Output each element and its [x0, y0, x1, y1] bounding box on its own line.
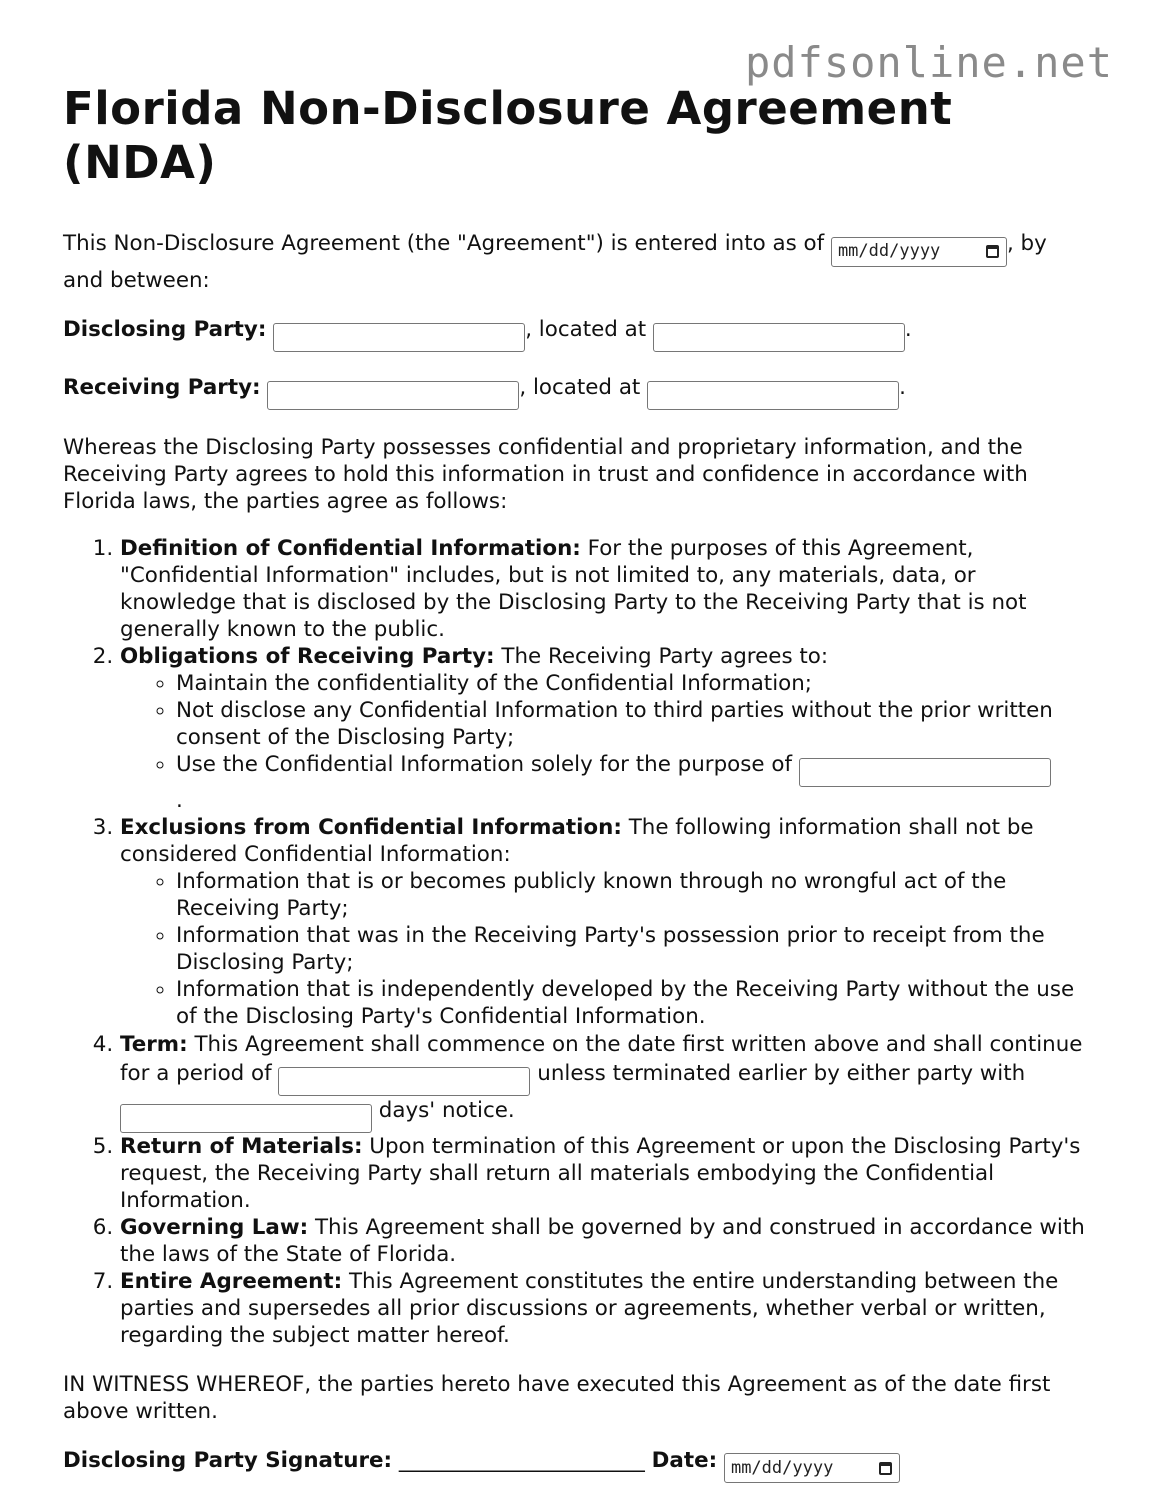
list-item-term [120, 1030, 1093, 1133]
receiving-party-line [63, 374, 1093, 410]
section-title: Return of Materials: [120, 1133, 363, 1159]
calendar-icon[interactable] [879, 1462, 892, 1475]
disclosing-party-label: Disclosing Party: [63, 316, 267, 342]
list-item-governing-law [120, 1214, 1093, 1268]
exclusions-sublist [120, 868, 1093, 1030]
list-item: ◦ Not disclose any Confidential Information to third parties without the prior written consent of the Disclosing Party; [176, 697, 1093, 751]
section-text: days' notice. [372, 1097, 515, 1123]
date-placeholder: mm/dd/yyyy [730, 1457, 834, 1478]
period: . [899, 374, 906, 400]
document [63, 82, 1093, 1483]
terms-list [63, 535, 1093, 1349]
intro-paragraph [63, 230, 1093, 294]
witness-paragraph: IN WITNESS WHEREOF, the parties hereto have executed this Agreement as of the date first above written. [63, 1371, 1051, 1424]
term-period-input[interactable] [278, 1067, 530, 1096]
document-title: Florida Non-Disclosure Agreement (NDA) [63, 82, 953, 189]
period: . [176, 787, 183, 813]
intro-text: This Non-Disclosure Agreement (the "Agreement") is entered into as of [63, 231, 831, 256]
section-title: Term: [120, 1031, 188, 1057]
section-title: Exclusions from Confidential Information: [120, 814, 622, 840]
list-item-exclusions [120, 814, 1093, 1030]
obligations-sublist [120, 670, 1093, 814]
section-title: Entire Agreement: [120, 1268, 343, 1294]
agreement-date-input[interactable] [831, 237, 1007, 267]
section-text: The Receiving Party agrees to: [494, 643, 829, 669]
located-at-text: , located at [519, 374, 648, 400]
list-item: ◦ Information that is independently developed by the Receiving Party without the use of the Disclosing Party's Confidential Information. [176, 976, 1093, 1030]
list-item-definition [120, 535, 1093, 643]
notice-days-input[interactable] [120, 1104, 372, 1133]
located-at-text: , located at [525, 316, 653, 342]
disclosing-party-address-input[interactable] [653, 323, 905, 352]
section-text: This Agreement shall be governed by and construed in accordance with the laws of the State of Florida. [120, 1214, 1085, 1267]
signature-date-input[interactable] [724, 1453, 900, 1483]
receiving-party-label: Receiving Party: [63, 374, 261, 400]
disclosing-party-line [63, 316, 1093, 352]
list-item: ◦ Maintain the confidentiality of the Confidential Information; [176, 670, 1093, 697]
list-item: ◦ Information that is or becomes publicly known through no wrongful act of the Receiving Party; [176, 868, 1093, 922]
section-text: This Agreement constitutes the entire understanding between the parties and supersedes all prior discussions or agreements, whether verbal or written, regarding the subject matter hereof. [120, 1268, 1059, 1348]
disclosing-party-name-input[interactable] [273, 323, 525, 352]
receiving-party-address-input[interactable] [647, 381, 899, 410]
signature-blank[interactable]: _______________________ [392, 1447, 652, 1473]
date-placeholder: mm/dd/yyyy [837, 241, 941, 261]
section-title: Definition of Confidential Information: [120, 535, 581, 561]
section-text: Upon termination of this Agreement or upon the Disclosing Party's request, the Receiving Party shall return all materials embodying the Confidential Information. [120, 1133, 1081, 1213]
signature-label: Disclosing Party Signature: [63, 1447, 393, 1473]
receiving-party-name-input[interactable] [267, 381, 519, 410]
period: . [904, 316, 912, 342]
purpose-text: Use the Confidential Information solely for the purpose of [176, 751, 799, 777]
section-text: unless terminated earlier by either party with [530, 1060, 1026, 1086]
section-text: The following information shall not be considered Confidential Information: [120, 814, 1034, 867]
calendar-icon[interactable] [986, 245, 999, 258]
watermark: pdfsonline.net [744, 38, 1113, 87]
list-item-return-of-materials [120, 1133, 1093, 1214]
intro-text-end: , by and between: [63, 231, 1047, 293]
section-title: Governing Law: [120, 1214, 309, 1240]
purpose-input[interactable] [799, 758, 1051, 787]
list-item-obligations [120, 643, 1093, 814]
list-item [176, 751, 1093, 814]
signature-line [63, 1447, 1093, 1484]
section-text: This Agreement shall commence on the date first written above and shall continue for a period of [120, 1031, 1083, 1086]
whereas-paragraph: Whereas the Disclosing Party possesses confidential and proprietary information, and the Receiving Party agrees to hold this information in trust and confidence in accordance with Florida laws, the parties agree as follows: [63, 434, 1028, 514]
section-title: Obligations of Receiving Party: [120, 643, 495, 669]
list-item: ◦ Information that was in the Receiving Party's possession prior to receipt from the Disclosing Party; [176, 922, 1093, 976]
section-text: For the purposes of this Agreement, "Confidential Information" includes, but is not limited to, any materials, data, or knowledge that is disclosed by the Disclosing Party to the Receiving Party that is not generally known to the public. [120, 535, 1027, 642]
list-item-entire-agreement [120, 1268, 1093, 1349]
signature-date-label: Date: [651, 1447, 718, 1473]
